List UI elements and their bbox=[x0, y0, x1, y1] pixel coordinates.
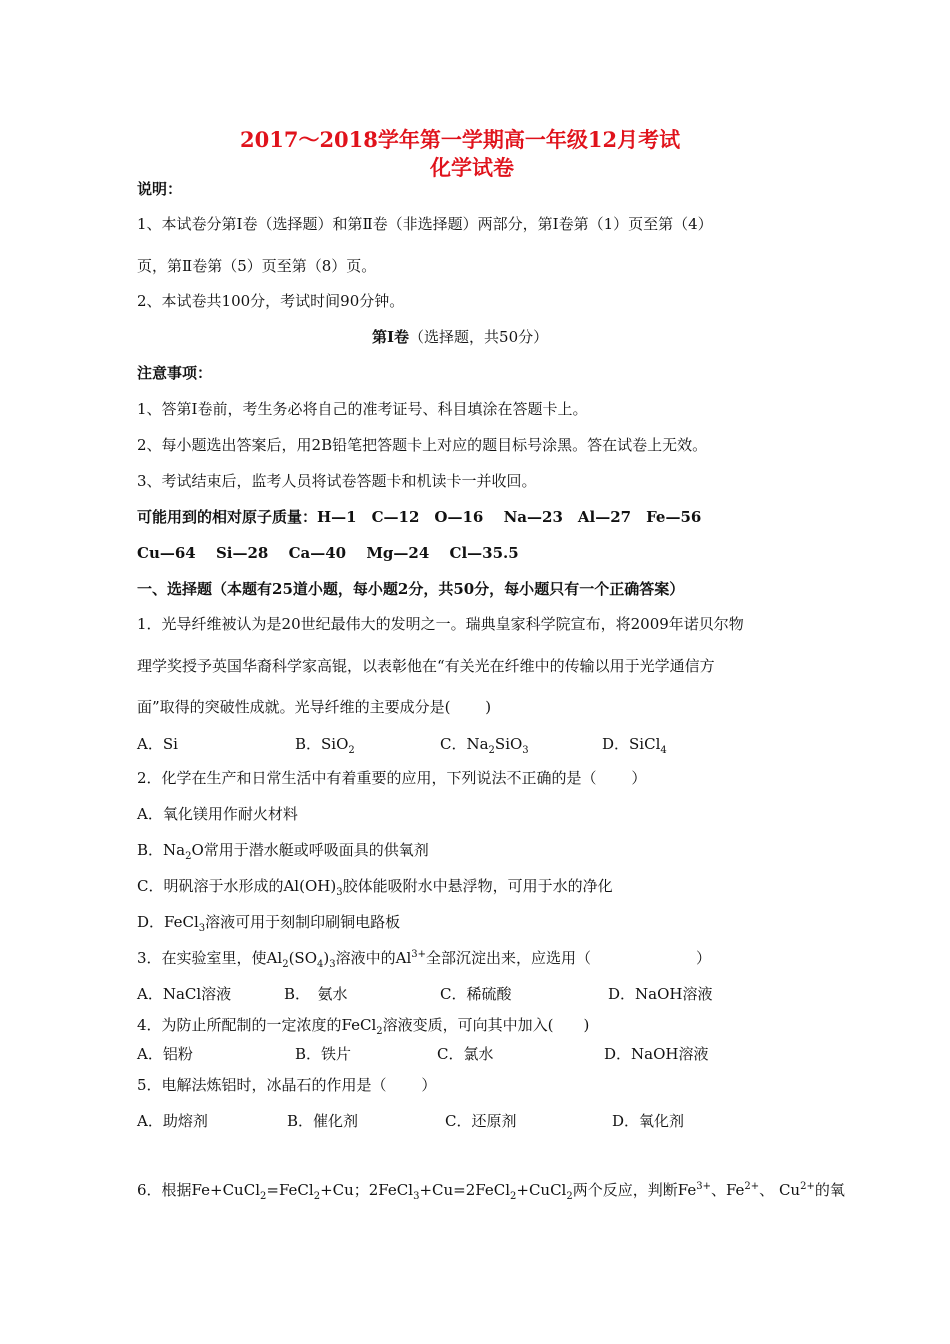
question-3-sub3: 3 bbox=[329, 959, 336, 970]
question-6-p8: 、 Cu bbox=[759, 1181, 801, 1199]
question-1-option-b-text: B．SiO bbox=[295, 735, 349, 753]
question-4-stem bbox=[137, 1014, 589, 1037]
question-1-option-c-text: C．Na bbox=[440, 735, 489, 753]
question-6-p9: 的氧 bbox=[814, 1181, 845, 1199]
question-3-pre: 3．在实验室里，使Al bbox=[137, 949, 283, 967]
instructions-line-3: 2、本试卷共100分，考试时间90分钟。 bbox=[137, 292, 405, 310]
question-4-pre: 4．为防止所配制的一定浓度的FeCl bbox=[137, 1016, 377, 1034]
question-6-s3: 3 bbox=[413, 1191, 420, 1202]
instructions-line-2: 页，第Ⅱ卷第（5）页至第（8）页。 bbox=[137, 257, 377, 275]
question-2-option-c-pre: C．明矾溶于水形成的Al(OH) bbox=[137, 877, 337, 895]
section-one-title-rest: （选择题，共50分） bbox=[409, 328, 549, 346]
question-4-option-c: C．氯水 bbox=[437, 1045, 494, 1063]
note-item-3: 3、考试结束后，监考人员将试卷答题卡和机读卡一并收回。 bbox=[137, 472, 537, 490]
question-2-option-a: A．氧化镁用作耐火材料 bbox=[137, 805, 298, 823]
question-2-option-d-sub: 3 bbox=[198, 923, 206, 934]
question-2-option-c-post: 胶体能吸附水中悬浮物，可用于水的净化 bbox=[342, 877, 613, 895]
question-5-stem: 5．电解法炼铝时，冰晶石的作用是（ ） bbox=[137, 1076, 437, 1094]
question-4-sub: 2 bbox=[376, 1026, 383, 1037]
question-6-p7: 、Fe bbox=[710, 1181, 745, 1199]
question-2-option-b bbox=[137, 839, 429, 862]
question-6-s2: 2 bbox=[313, 1191, 321, 1202]
question-6-p1: 6．根据Fe+CuCl bbox=[137, 1181, 260, 1199]
question-5-option-d: D．氧化剂 bbox=[612, 1112, 685, 1130]
question-2-option-c bbox=[137, 875, 613, 898]
question-1-option-c-mid: SiO bbox=[494, 735, 523, 753]
question-6-stem bbox=[137, 1179, 845, 1202]
instructions-heading: 说明： bbox=[137, 180, 183, 198]
question-6-sup2: 2+ bbox=[744, 1181, 760, 1192]
question-3-option-b: B． 氨水 bbox=[284, 985, 348, 1003]
question-2-option-b-pre: B．Na bbox=[137, 841, 186, 859]
instructions-line-1: 1、本试卷分第Ⅰ卷（选择题）和第Ⅱ卷（非选择题）两部分，第Ⅰ卷第（1）页至第（4） bbox=[137, 215, 713, 233]
question-1-line-1: 1．光导纤维被认为是20世纪最伟大的发明之一。瑞典皇家科学院宣布，将2009年诺贝尔物 bbox=[137, 615, 744, 633]
question-5-option-c: C．还原剂 bbox=[445, 1112, 517, 1130]
part-one-heading: 一、选择题（本题有25道小题，每小题2分，共50分，每小题只有一个正确答案） bbox=[137, 580, 685, 598]
question-3-sub2: 4 bbox=[317, 959, 324, 970]
question-4-post: 溶液变质，可向其中加入( ) bbox=[382, 1016, 590, 1034]
question-4-option-a: A．铝粉 bbox=[137, 1045, 193, 1063]
question-6-s1: 2 bbox=[260, 1191, 267, 1202]
question-1-option-b bbox=[295, 733, 355, 756]
question-6-p5: +CuCl bbox=[516, 1181, 567, 1199]
question-1-option-d-text: D．SiCl bbox=[602, 735, 661, 753]
atomic-masses-line-1: 可能用到的相对原子质量：H—1 C—12 O—16 Na—23 Al—27 Fe—56 bbox=[137, 508, 702, 526]
question-1-line-2: 理学奖授予英国华裔科学家高锟，以表彰他在“有关光在纤维中的传输以用于光学通信方 bbox=[137, 657, 715, 675]
question-4-option-d: D．NaOH溶液 bbox=[604, 1045, 709, 1063]
question-2-stem: 2．化学在生产和日常生活中有着重要的应用，下列说法不正确的是（ ） bbox=[137, 769, 647, 787]
question-6-p2: =FeCl bbox=[266, 1181, 314, 1199]
question-1-option-a: A．Si bbox=[137, 735, 178, 753]
question-1-option-d-sub: 4 bbox=[660, 745, 667, 756]
question-3-mid3: 溶液中的Al bbox=[335, 949, 412, 967]
section-one-title bbox=[372, 326, 548, 347]
question-1-option-c bbox=[440, 733, 529, 756]
question-3-sup: 3+ bbox=[411, 949, 426, 960]
note-item-1: 1、答第Ⅰ卷前，考生务必将自己的准考证号、科目填涂在答题卡上。 bbox=[137, 400, 588, 418]
question-6-s4: 2 bbox=[510, 1191, 517, 1202]
question-6-s5: 2 bbox=[566, 1191, 573, 1202]
question-6-sup3: 2+ bbox=[800, 1181, 815, 1192]
question-4-option-b: B．铁片 bbox=[295, 1045, 352, 1063]
question-1-option-c-sub1: 2 bbox=[488, 745, 495, 756]
question-3-option-d: D．NaOH溶液 bbox=[608, 985, 713, 1003]
question-3-option-a: A．NaCl溶液 bbox=[137, 985, 232, 1003]
question-5-option-a: A．助熔剂 bbox=[137, 1112, 208, 1130]
section-one-title-bold: 第Ⅰ卷 bbox=[372, 328, 410, 346]
note-item-2: 2、每小题选出答案后，用2B铅笔把答题卡上对应的题目标号涂黑。答在试卷上无效。 bbox=[137, 436, 708, 454]
question-2-option-b-post: O常用于潜水艇或呼吸面具的供氧剂 bbox=[191, 841, 429, 859]
question-6-sup1: 3+ bbox=[696, 1181, 711, 1192]
question-3-sub1: 2 bbox=[282, 959, 289, 970]
question-1-option-c-sub2: 3 bbox=[522, 745, 529, 756]
question-6-p3: +Cu；2FeCl bbox=[320, 1181, 414, 1199]
question-2-option-b-sub: 2 bbox=[185, 851, 192, 862]
question-2-option-d-post: 溶液可用于刻制印刷铜电路板 bbox=[205, 913, 401, 931]
question-3-mid2: ) bbox=[323, 949, 330, 967]
question-2-option-d-pre: D．FeCl bbox=[137, 913, 199, 931]
exam-title-line2: 化学试卷 bbox=[430, 155, 514, 180]
question-6-p6: 两个反应，判断Fe bbox=[572, 1181, 697, 1199]
question-1-line-3: 面”取得的突破性成就。光导纤维的主要成分是( ) bbox=[137, 698, 492, 716]
question-3-post: 全部沉淀出来，应选用（ ） bbox=[426, 949, 712, 967]
question-3-stem bbox=[137, 947, 711, 970]
atomic-masses-line-2: Cu—64 Si—28 Ca—40 Mg—24 Cl—35.5 bbox=[137, 544, 519, 562]
question-2-option-d bbox=[137, 911, 400, 934]
question-1-option-d bbox=[602, 733, 667, 756]
question-3-option-c: C．稀硫酸 bbox=[440, 985, 512, 1003]
question-3-mid1: (SO bbox=[288, 949, 317, 967]
question-5-option-b: B．催化剂 bbox=[287, 1112, 359, 1130]
exam-title-line1: 2017～2018学年第一学期高一年级12月考试 bbox=[240, 127, 681, 152]
question-2-option-c-sub: 3 bbox=[336, 887, 343, 898]
notes-heading: 注意事项： bbox=[137, 364, 213, 382]
question-1-option-b-sub: 2 bbox=[348, 745, 355, 756]
question-6-p4: +Cu=2FeCl bbox=[419, 1181, 510, 1199]
